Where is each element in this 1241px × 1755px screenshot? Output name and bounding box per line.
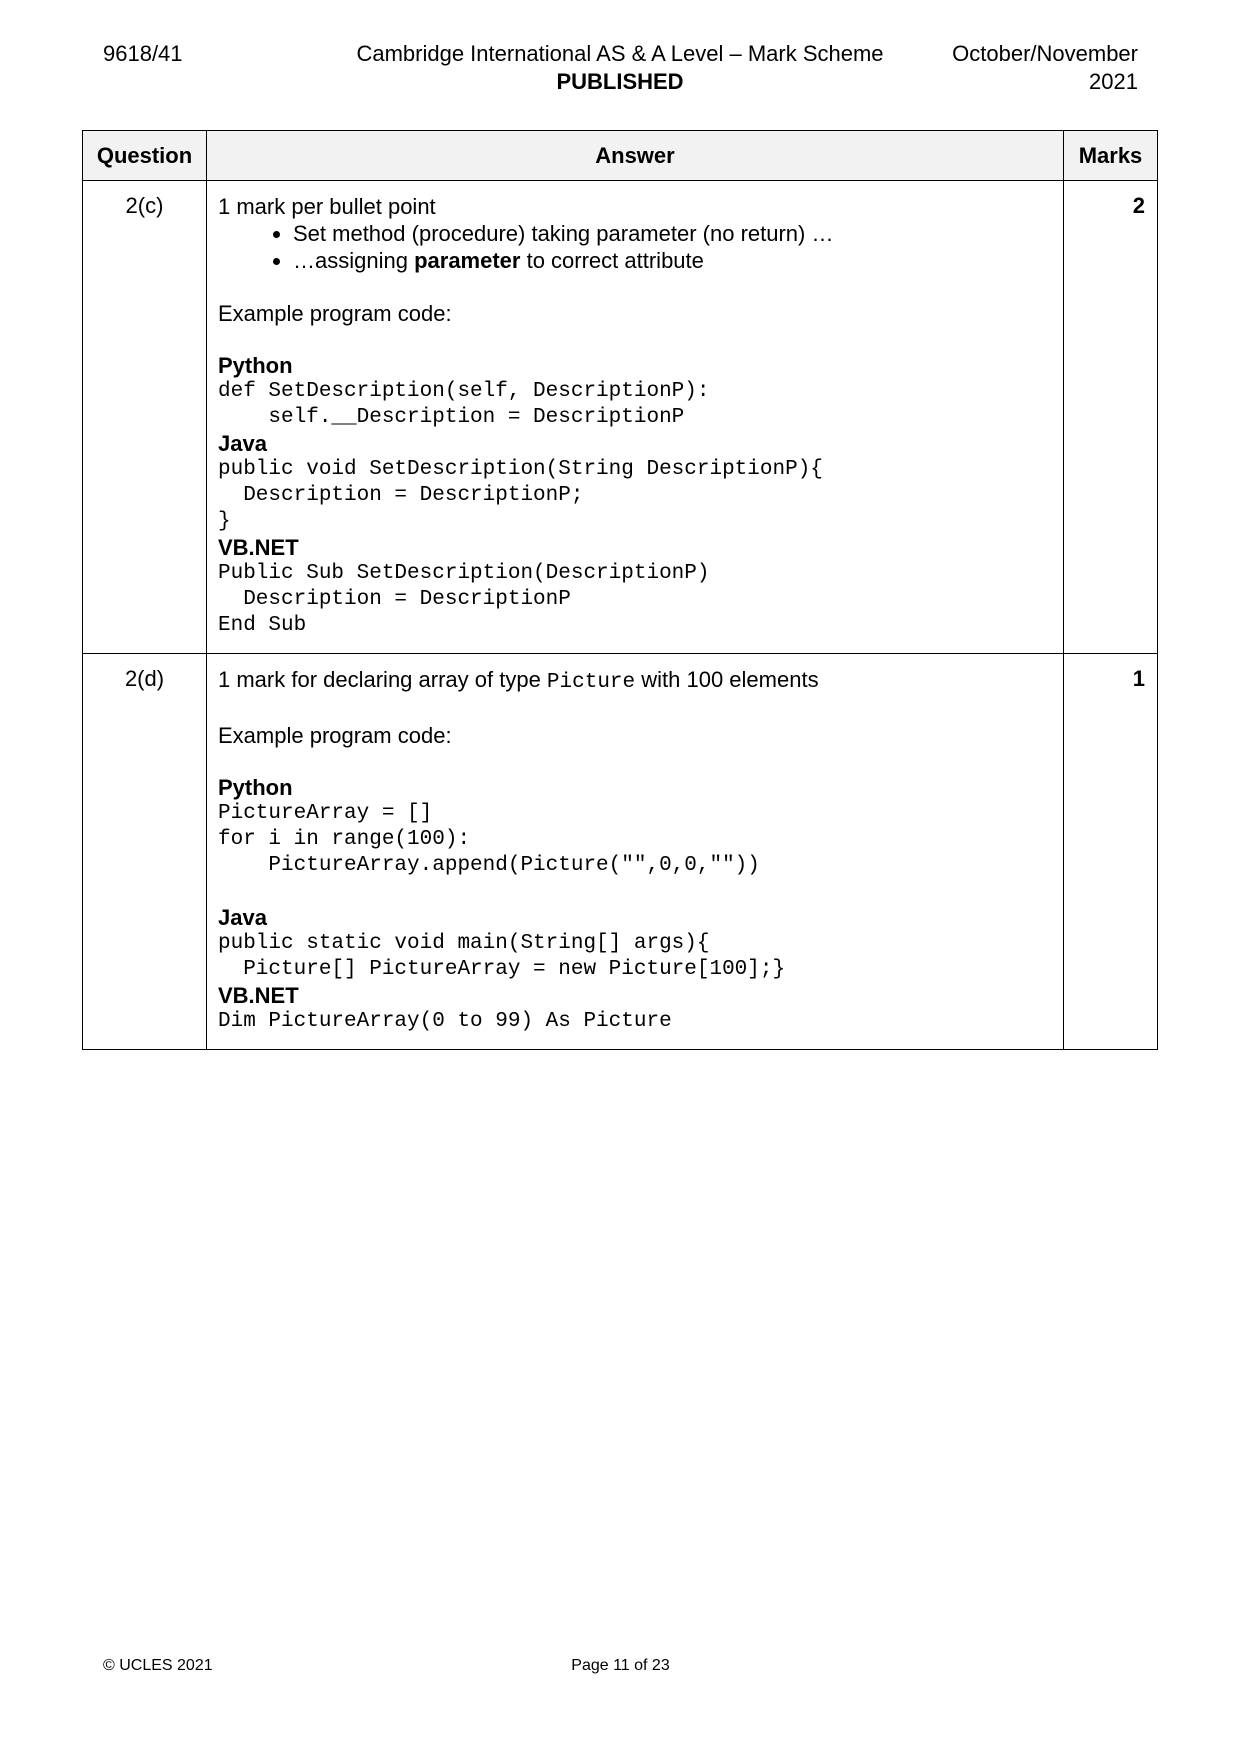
code-line: PictureArray = [] <box>218 802 433 825</box>
session-year: 2021 <box>1089 69 1138 94</box>
table-row <box>83 654 1158 1050</box>
answer-cell <box>207 181 1064 654</box>
code-line: } <box>218 510 231 533</box>
example-label: Example program code: <box>218 301 452 326</box>
code-line: Description = DescriptionP; <box>218 484 584 507</box>
code-line: Picture[] PictureArray = new Picture[100];} <box>218 958 786 981</box>
answer-intro: 1 mark per bullet point <box>218 194 436 219</box>
marks-value: 2 <box>1064 181 1158 654</box>
question-number: 2(c) <box>83 181 207 654</box>
bullet-item: • …assigning parameter to correct attribute <box>293 247 1053 274</box>
column-header-question: Question <box>83 131 207 181</box>
code-line: End Sub <box>218 614 307 637</box>
code-line: for i in range(100): <box>218 828 471 851</box>
marks-value: 1 <box>1064 654 1158 1050</box>
bold-term: parameter <box>414 248 521 273</box>
copyright-notice: © UCLES 2021 <box>103 1657 213 1674</box>
code-line: Dim PictureArray(0 to 99) As Picture <box>218 1010 672 1033</box>
language-label-python: Python <box>218 353 293 378</box>
column-header-marks: Marks <box>1064 131 1158 181</box>
session-label: October/November <box>952 41 1138 66</box>
language-label-vbnet: VB.NET <box>218 535 299 560</box>
question-number: 2(d) <box>83 654 207 1050</box>
mark-scheme-table <box>82 130 1158 1050</box>
table-row <box>83 181 1158 654</box>
code-line: public static void main(String[] args){ <box>218 932 710 955</box>
code-line: public void SetDescription(String DescriptionP){ <box>218 458 823 481</box>
language-label-vbnet: VB.NET <box>218 983 299 1008</box>
code-line: Public Sub SetDescription(DescriptionP) <box>218 562 710 585</box>
code-line: def SetDescription(self, DescriptionP): <box>218 380 710 403</box>
document-title-block <box>300 40 940 96</box>
page-number: Page 11 of 23 <box>571 1657 670 1674</box>
paper-code: 9618/41 <box>103 41 183 66</box>
exam-session <box>952 40 1138 96</box>
language-label-java: Java <box>218 431 267 456</box>
bullet-list <box>218 220 1053 274</box>
answer-intro: 1 mark for declaring array of type Picture with 100 elements <box>218 667 819 694</box>
column-header-answer: Answer <box>207 131 1064 181</box>
bullet-item: • Set method (procedure) taking parameter (no return) … <box>293 220 1053 247</box>
answer-cell <box>207 654 1064 1050</box>
code-line: Description = DescriptionP <box>218 588 571 611</box>
published-label: PUBLISHED <box>556 69 684 94</box>
table-header-row <box>83 131 1158 181</box>
code-line: self.__Description = DescriptionP <box>218 406 685 429</box>
document-title: Cambridge International AS & A Level – Mark Scheme <box>356 41 884 66</box>
example-label: Example program code: <box>218 723 452 748</box>
language-label-java: Java <box>218 905 267 930</box>
inline-code: Picture <box>546 671 636 694</box>
language-label-python: Python <box>218 775 293 800</box>
code-line: PictureArray.append(Picture("",0,0,"")) <box>218 854 760 877</box>
